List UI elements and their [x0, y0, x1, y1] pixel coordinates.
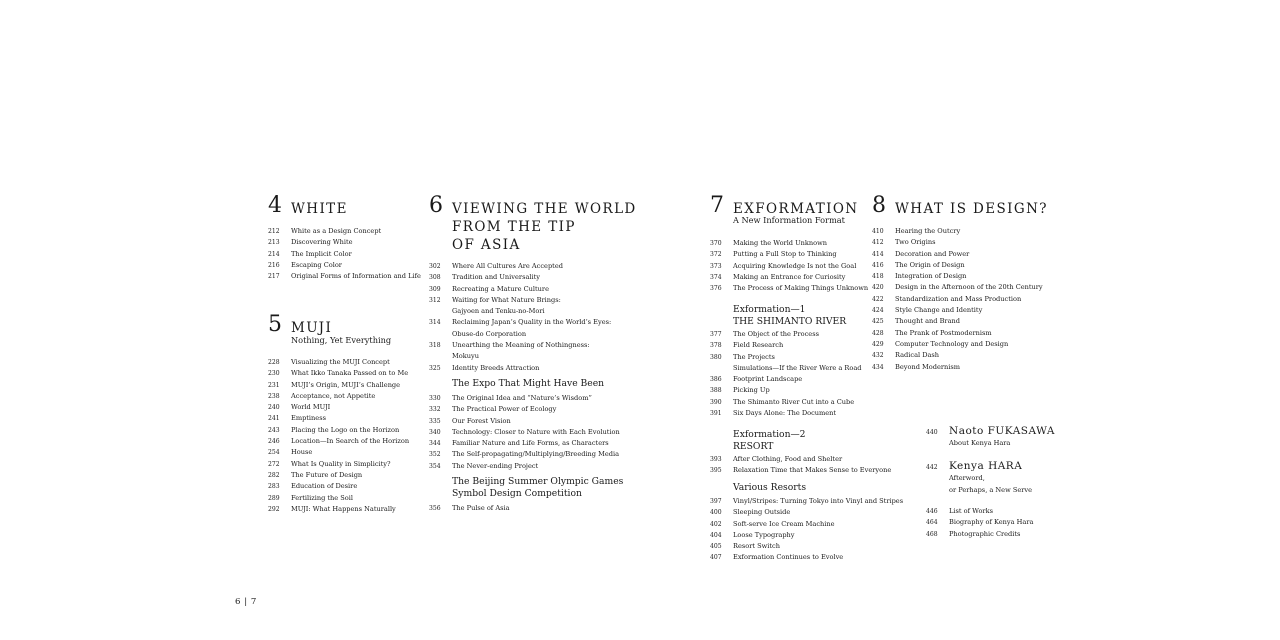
- entry-title: The Object of the Process: [733, 330, 819, 338]
- page-number: 241: [268, 415, 280, 423]
- page-number: 217: [268, 273, 280, 281]
- section-title-line: Exformation—1: [733, 304, 806, 315]
- entry-title: Fertilizing the Soil: [291, 493, 353, 502]
- entry-title: The Shimanto River Cut into a Cube: [733, 397, 855, 406]
- section-title-line: The Beijing Summer Olympic Games: [452, 476, 624, 487]
- chapter-number: 4: [268, 193, 282, 218]
- entry-title: House: [291, 448, 313, 457]
- page-number: 231: [268, 381, 280, 389]
- chapter-subtitle: A New Information Format: [733, 215, 845, 225]
- page-number: 402: [710, 520, 722, 528]
- page-number: 373: [710, 262, 722, 270]
- page-number: 374: [710, 273, 722, 281]
- page-number: 428: [872, 329, 884, 337]
- page-number: 407: [710, 554, 722, 562]
- page-number: 314: [429, 319, 441, 327]
- entry-title: List of Works: [949, 507, 993, 515]
- page-number: 376: [710, 285, 722, 293]
- entry-title: The Original Idea and “Nature’s Wisdom”: [452, 394, 592, 402]
- page-number: 418: [872, 273, 884, 281]
- entry-title: Reclaiming Japan’s Quality in the World’s Eyes:: [452, 318, 612, 327]
- chapter-title: MUJI: [291, 320, 333, 336]
- author-desc: Afterword,: [949, 474, 985, 482]
- entry-title: The Process of Making Things Unknown: [733, 284, 869, 293]
- entry-title: Exformation Continues to Evolve: [733, 553, 844, 562]
- page-number: 340: [429, 428, 441, 436]
- page-number: 332: [429, 406, 441, 414]
- entry-title: Visualizing the MUJI Concept: [291, 358, 390, 366]
- section-title-line: RESORT: [733, 440, 774, 452]
- page-number: 429: [872, 340, 884, 348]
- page-number: 412: [872, 239, 884, 247]
- entry-title: Resort Switch: [733, 542, 780, 551]
- page-number: 425: [872, 318, 884, 326]
- page-number: 393: [710, 456, 722, 463]
- entry-title: Sleeping Outside: [733, 508, 791, 517]
- entry-title: Putting a Full Stop to Thinking: [733, 250, 837, 259]
- entry-title: Discovering White: [291, 238, 353, 247]
- page-number: 424: [872, 307, 884, 315]
- chapter-number: 6: [429, 193, 443, 218]
- page-number: 388: [710, 387, 722, 395]
- entry-title: Integration of Design: [895, 272, 967, 281]
- entry-title: Vinyl/Stripes: Turning Tokyo into Vinyl and Stripes: [733, 497, 904, 505]
- page-number: 214: [268, 250, 280, 258]
- entry-title: After Clothing, Food and Shelter: [733, 455, 843, 463]
- entry-title: Location—In Search of the Horizon: [291, 437, 410, 446]
- entry-title: Standardization and Mass Production: [895, 294, 1022, 303]
- entry-title: Design in the Afternoon of the 20th Century: [895, 283, 1043, 292]
- page-number: 272: [268, 460, 280, 468]
- entry-title: Education of Desire: [291, 482, 358, 491]
- page-number: 228: [268, 359, 280, 366]
- page-number: 312: [429, 296, 441, 304]
- section-heading: [733, 429, 806, 452]
- entry-title: Two Origins: [895, 238, 936, 247]
- page-number: 391: [710, 410, 722, 418]
- entry-title: Identity Breeds Attraction: [452, 363, 540, 372]
- page-number: 442: [926, 464, 938, 471]
- folio: 6 | 7: [235, 597, 257, 607]
- page-number: 416: [872, 261, 884, 269]
- page-number: 468: [926, 530, 938, 538]
- chapter-title: WHAT IS DESIGN?: [895, 201, 1048, 217]
- chapter-number: 5: [268, 312, 282, 337]
- page-number: 254: [268, 449, 280, 457]
- author-desc: About Kenya Hara: [949, 439, 1011, 447]
- chapter-title-line: VIEWING THE WORLD: [452, 201, 637, 217]
- page-number: 292: [268, 505, 280, 513]
- section-heading: [452, 476, 623, 499]
- entry-title: Escaping Color: [291, 260, 342, 269]
- page-number: 344: [429, 440, 441, 448]
- entry-title: Relaxation Time that Makes Sense to Everyone: [733, 466, 892, 475]
- entry-title: Acquiring Knowledge Is not the Goal: [733, 261, 857, 270]
- entry-title: Decoration and Power: [895, 249, 970, 258]
- entry-title: Familiar Nature and Life Forms, as Characters: [452, 439, 609, 448]
- entry-title: What Is Quality in Simplicity?: [291, 459, 391, 468]
- entry-title: Waiting for What Nature Brings:: [452, 295, 561, 304]
- entry-title: Emptiness: [291, 414, 326, 423]
- entry-title: Obuse-do Corporation: [452, 329, 527, 338]
- entry-title: The Origin of Design: [895, 260, 965, 269]
- page-number: 372: [710, 251, 722, 259]
- section-title-line: Symbol Design Competition: [452, 487, 582, 499]
- entry-title: The Future of Design: [291, 470, 363, 479]
- page-number: 352: [429, 451, 441, 459]
- entry-title: Six Days Alone: The Document: [733, 409, 837, 418]
- section-heading: [452, 378, 604, 390]
- page-number: 335: [429, 417, 441, 425]
- entry-title: White as a Design Concept: [291, 227, 382, 235]
- page-number: 246: [268, 438, 280, 446]
- page-number: 464: [926, 519, 938, 527]
- entry-title: The Never-ending Project: [452, 461, 539, 470]
- entry-title: Acceptance, not Appetite: [291, 391, 376, 400]
- entry-title: MUJI’s Origin, MUJI’s Challenge: [291, 380, 401, 389]
- page-number: 400: [710, 509, 722, 517]
- entry-title: Placing the Logo on the Horizon: [291, 425, 400, 434]
- page-number: 325: [429, 364, 441, 372]
- page-number: 420: [872, 284, 884, 292]
- chapter-title-line: OF ASIA: [452, 237, 521, 253]
- entry-title: Gajyoen and Tenku-no-Mori: [452, 307, 545, 316]
- page-number: 282: [268, 471, 280, 479]
- entry-title: Computer Technology and Design: [895, 339, 1009, 348]
- entry-title: The Practical Power of Ecology: [452, 405, 557, 414]
- section-heading: [733, 304, 846, 327]
- section-title-line: Exformation—2: [733, 429, 806, 440]
- chapter-title: [452, 200, 637, 254]
- chapter-number: 8: [872, 193, 886, 218]
- page-number: 405: [710, 543, 722, 551]
- page-number: 308: [429, 274, 441, 282]
- chapter-title: EXFORMATION: [733, 201, 859, 217]
- entry-title: The Projects: [733, 352, 775, 361]
- author-desc: or Perhaps, a New Serve: [949, 486, 1033, 494]
- entry-title: The Prank of Postmodernism: [895, 328, 992, 337]
- entry-title: Loose Typography: [733, 530, 795, 539]
- section-heading: [733, 482, 806, 494]
- entry-title: The Implicit Color: [291, 249, 352, 258]
- entry-title: Original Forms of Information and Life: [291, 272, 421, 281]
- entry-title: Technology: Closer to Nature with Each Evolution: [452, 427, 620, 436]
- entry-title: Making an Entrance for Curiosity: [733, 272, 846, 281]
- chapter-title-line: FROM THE TIP: [452, 219, 576, 235]
- page-number: 216: [268, 261, 280, 269]
- entry-title: Biography of Kenya Hara: [949, 518, 1034, 527]
- section-title-line: THE SHIMANTO RIVER: [733, 315, 847, 327]
- entry-title: Tradition and Universality: [452, 273, 540, 282]
- page-number: 414: [872, 250, 884, 258]
- page-number: 377: [710, 331, 722, 338]
- page-number: 397: [710, 498, 722, 505]
- page-number: 243: [268, 426, 280, 434]
- page-number: 309: [429, 285, 441, 293]
- entry-title: Hearing the Outcry: [895, 227, 961, 235]
- entry-title: Radical Dash: [895, 351, 940, 360]
- page-number: 434: [872, 363, 884, 371]
- page-number: 302: [429, 263, 441, 270]
- entry-title: The Pulse of Asia: [452, 504, 510, 512]
- author-name: Kenya HARA: [949, 460, 1023, 472]
- entry-title: Simulations—If the River Were a Road: [733, 363, 862, 372]
- page-number: 213: [268, 239, 280, 247]
- page-number: 386: [710, 376, 722, 384]
- author-name: Naoto FUKASAWA: [949, 425, 1055, 437]
- page-number: 370: [710, 240, 722, 247]
- entry-title: Field Research: [733, 341, 784, 350]
- entry-title: The Self-propagating/Multiplying/Breeding Media: [452, 450, 620, 459]
- entry-title: Soft-serve Ice Cream Machine: [733, 519, 835, 528]
- entry-title: What Ikko Tanaka Passed on to Me: [291, 369, 409, 378]
- chapter-number: 7: [710, 193, 724, 218]
- page-number: 356: [429, 505, 441, 512]
- entry-title: Unearthing the Meaning of Nothingness:: [452, 341, 590, 350]
- entry-title: World MUJI: [291, 403, 331, 412]
- section-title-line: Various Resorts: [733, 482, 807, 493]
- page-number: 318: [429, 342, 441, 350]
- entry-title: Our Forest Vision: [452, 416, 511, 425]
- entry-title: Mokuyu: [452, 352, 479, 361]
- entry-title: Beyond Modernism: [895, 362, 960, 371]
- page-number: 283: [268, 483, 280, 491]
- entry-title: Photographic Credits: [949, 529, 1021, 538]
- page-number: 390: [710, 398, 722, 406]
- chapter-subtitle: Nothing, Yet Everything: [291, 335, 392, 345]
- page-number: 404: [710, 531, 722, 539]
- page-number: 230: [268, 370, 280, 378]
- page-number: 395: [710, 467, 722, 475]
- page-number: 212: [268, 228, 280, 235]
- page-number: 432: [872, 352, 884, 360]
- page-number: 354: [429, 462, 441, 470]
- page-number: 380: [710, 353, 722, 361]
- page-number: 440: [926, 429, 938, 436]
- entry-title: Where All Cultures Are Accepted: [452, 262, 563, 270]
- entry-title: Style Change and Identity: [895, 306, 983, 315]
- page-number: 446: [926, 508, 938, 515]
- entry-title: Footprint Landscape: [733, 375, 803, 384]
- page-number: 289: [268, 494, 280, 502]
- entry-title: Picking Up: [733, 386, 770, 395]
- entry-title: Making the World Unknown: [733, 239, 828, 247]
- page-number: 238: [268, 392, 280, 400]
- section-title-line: The Expo That Might Have Been: [452, 378, 605, 389]
- page-number: 378: [710, 342, 722, 350]
- entry-title: Recreating a Mature Culture: [452, 284, 549, 293]
- entry-title: MUJI: What Happens Naturally: [291, 504, 396, 513]
- page-number: 410: [872, 228, 884, 235]
- page-number: 330: [429, 395, 441, 402]
- page-number: 422: [872, 295, 884, 303]
- entry-title: Thought and Brand: [895, 317, 960, 326]
- page-number: 240: [268, 404, 280, 412]
- chapter-title: WHITE: [291, 201, 348, 217]
